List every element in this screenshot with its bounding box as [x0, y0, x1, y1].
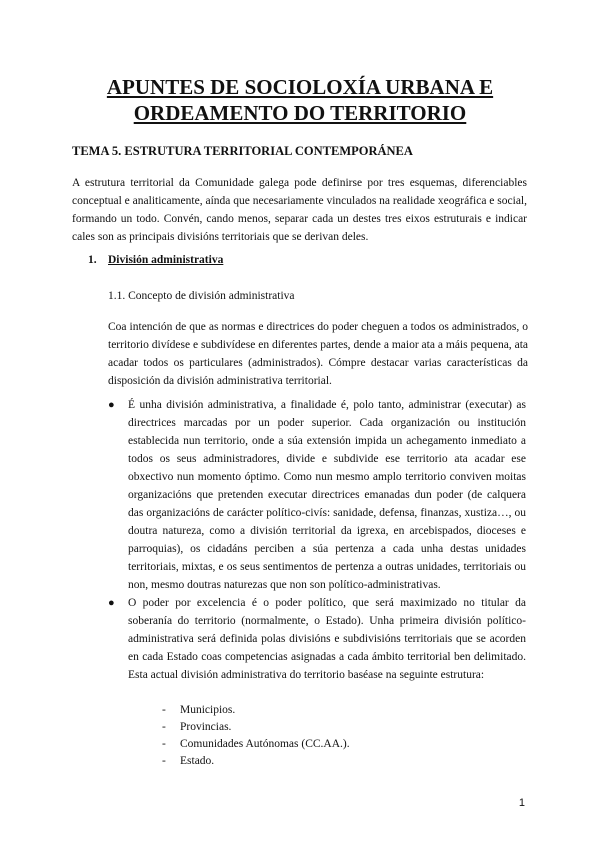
dash-icon: -: [162, 704, 166, 716]
bullet-icon: ●: [108, 597, 115, 609]
list-item: [162, 736, 462, 753]
document-title: [60, 74, 540, 126]
bullet-item: [108, 594, 526, 684]
page-number: 1: [518, 797, 525, 809]
dash-icon: -: [162, 721, 166, 733]
list-item-text: Estado.: [180, 755, 215, 767]
bullet-text: O poder por excelencia é o poder político, que será maximizado no titular da soberanía do territorio (normalmente, o Estado). Unha primeira división político-administrativa será definida polas divisións e subdivisións territoriais que se acorden en cada Estado coas competencias asignadas a cada ámbito territorial ben delimitado. Esta actual división administrativa do territorio baséase na seguinte estrutura:: [128, 597, 526, 681]
section-number: 1.: [88, 254, 97, 266]
subsection-heading: 1.1. Concepto de división administrativa: [108, 290, 295, 302]
section-title: División administrativa: [108, 254, 224, 266]
bullet-text: É unha división administrativa, a finalidade é, polo tanto, administrar (executar) as directrices marcadas por un poder superior. Cada organización ou institución establecida nun territorio, onde a súa extensión impida un achegamento inmediato a todos os seus administradores, divide e subdivide ese territorio ata acadar ese obxectivo nun momento óptimo. Como nun mesmo amplo territorio conviven moitas organizacións que pretenden executar directrices emanadas dun poder (de calquera das organizacións de carácter político-civís: sanidade, defensa, finanzas, xustiza…, ou doutra natureza, como a división territorial da igrexa, en arcebispados, dioceses e parroquias), os cidadáns perciben a súa pertenza a cada unha destas unidades territoriais, mixtas, e os seus sentimentos de pertenza a outras unidades, territoriais ou non, mesmo doutras naturezas que non son político-administrativas.: [128, 399, 526, 591]
bullet-list: [108, 396, 526, 684]
tema-heading: TEMA 5. ESTRUTURA TERRITORIAL CONTEMPORÁNEA: [72, 144, 413, 158]
list-item: [162, 719, 462, 736]
list-item-text: Provincias.: [180, 721, 232, 733]
section-paragraph: Coa intención de que as normas e directrices do poder cheguen a todos os administrados, o territorio divídese e subdivídese en diferentes partes, dende a maior ata a máis pequena, ata acadar todos os particulares (administrados). Cómpre destacar varias características da disposición da división administrativa territorial.: [108, 321, 528, 387]
title-line-1: APUNTES DE SOCIOLOXÍA URBANA E: [106, 75, 494, 99]
bullet-icon: ●: [108, 399, 115, 411]
dash-icon: -: [162, 738, 166, 750]
dash-list: [162, 702, 462, 770]
bullet-item: [108, 396, 526, 594]
dash-icon: -: [162, 755, 166, 767]
intro-paragraph: A estrutura territorial da Comunidade galega pode definirse por tres esquemas, diferenciables conceptual e analiticamente, aínda que necesariamente vinculados na realidade xeográfica e social, formando un todo. Convén, cando menos, separar cada un destes tres eixos estruturais e indicar cales son as principais divisións territoriais que se derivan deles.: [72, 177, 527, 243]
list-item: [162, 753, 462, 770]
list-item: [162, 702, 462, 719]
list-item-text: Comunidades Autónomas (CC.AA.).: [180, 738, 350, 750]
list-item-text: Municipios.: [180, 704, 236, 716]
section-heading: [88, 252, 528, 268]
title-line-2: ORDEAMENTO DO TERRITORIO: [133, 101, 467, 125]
